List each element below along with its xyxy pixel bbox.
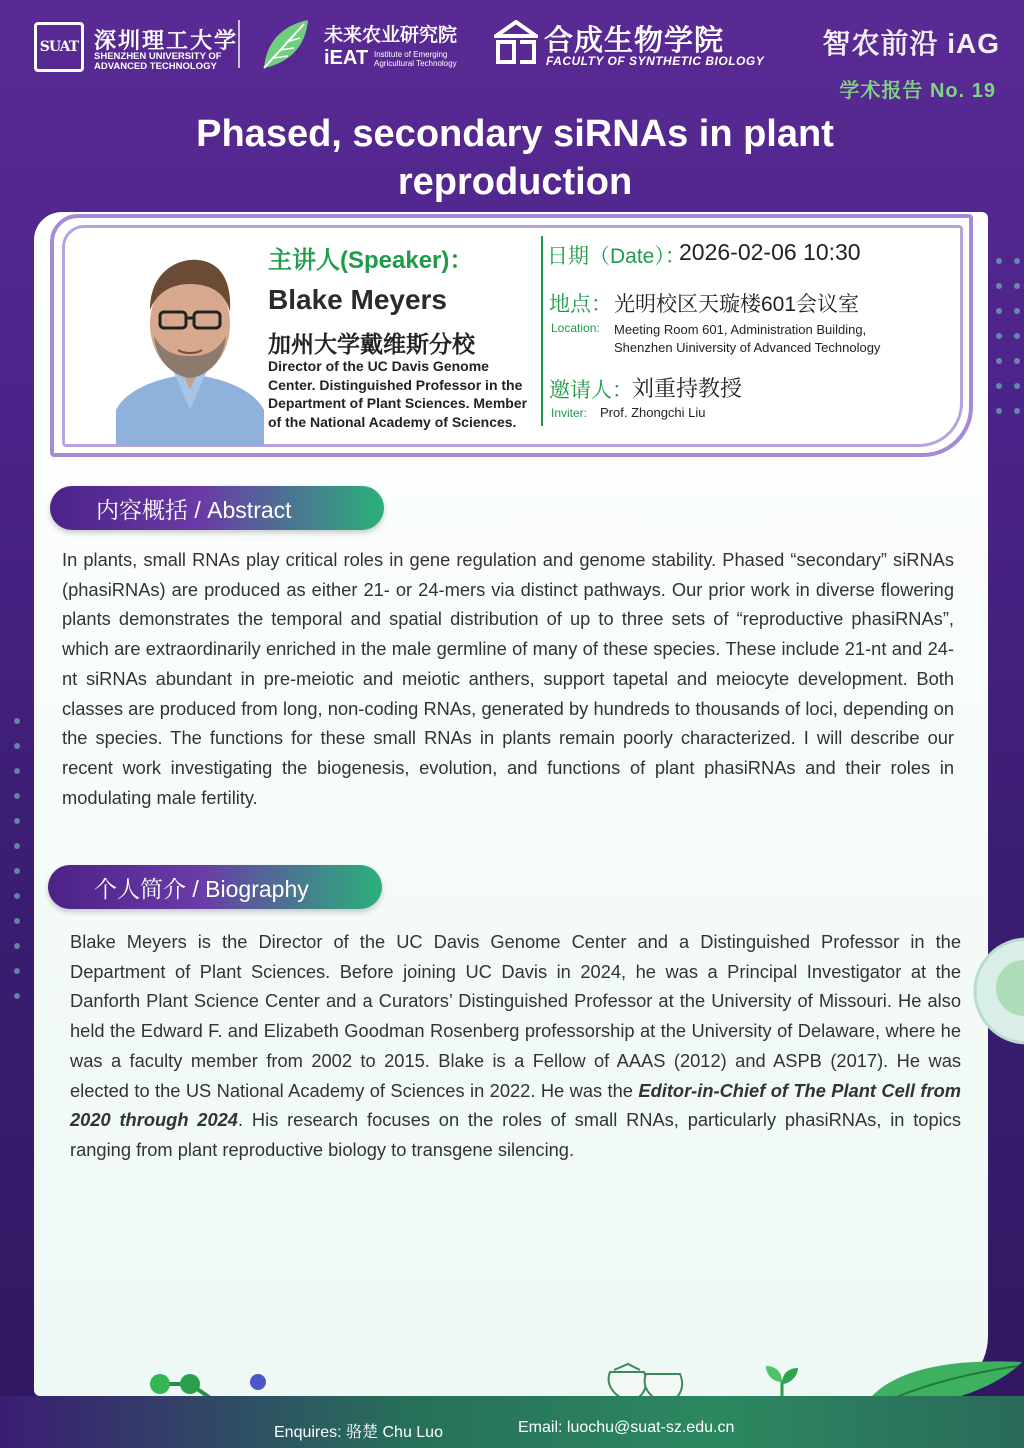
inviter-en: Prof. Zhongchi Liu: [600, 405, 706, 420]
biography-emphasis: Editor-in-Chief of The Plant Cell from 2020 through 2024: [70, 1079, 961, 1131]
location-en: Meeting Room 601, Administration Building, Shenzhen Uiniversity of Advanced Technology: [614, 322, 881, 355]
cell-sphere-decoration: [972, 936, 1024, 1046]
ieat-leaf-icon: [260, 18, 312, 70]
footer-bar: [0, 1396, 1024, 1448]
series-logo: 智农前沿 iAG: [822, 28, 1000, 59]
abstract-heading: 内容概括 / Abstract: [50, 486, 384, 530]
suat-name-cn: 深圳理工大学: [94, 28, 239, 54]
speaker-photo: [116, 250, 264, 446]
fsb-logo-icon: [494, 20, 538, 66]
location-en-label: Location:: [551, 321, 600, 335]
inviter-label: 邀请人：: [549, 379, 633, 402]
biography-heading: 个人简介 / Biography: [48, 865, 382, 909]
footer-enquiries: Enquires: 骆楚 Chu Luo: [274, 1424, 443, 1441]
fsb-name-en: FACULTY OF SYNTHETIC BIOLOGY: [546, 54, 765, 68]
speaker-short-bio: Director of the UC Davis Genome Center. Distinguished Professor in the Department of Plant Sciences. Member of the National Academy of Sciences.: [268, 358, 528, 430]
abstract-text: In plants, small RNAs play critical roles in gene regulation and genome stability. Phased “secondary” siRNAs (phasiRNAs) are produced as either 21- or 24-mers via distinct pathways. Our prior work in diverse flowering plants demonstrates the temporal and spatial distribution of up to three sets of “reproductive phasiRNAs”, which are extraordinarily enriched in the male germline of many of these species. These include 21-nt and 24-nt siRNAs abundant in pre-meiotic and meiotic anthers, support tapetal and meiocyte development. Both classes are produced from long, non-coding RNAs, generated by hundreds to thousands of loci, depending on the species. The functions for these small RNAs in plants remain poorly characterized. I will describe our recent work investigating the biogenesis, evolution, and functions of plant phasiRNAs and their roles in modulating male fertility.: [62, 549, 954, 808]
suat-name-en: SHENZHEN UNIVERSITY OF ADVANCED TECHNOLOGY: [94, 51, 222, 72]
location-label: 地点：: [549, 293, 612, 316]
header-logos: [34, 18, 1000, 78]
date-label: 日期（Date）：: [547, 245, 686, 268]
ieat-name-cn: 未来农业研究院: [324, 25, 458, 46]
speaker-institution: 加州大学戴维斯分校: [268, 331, 475, 357]
inviter-cn: 刘重持教授: [632, 376, 743, 401]
date-value: 2026-02-06 10:30: [679, 239, 861, 265]
logo-divider: [238, 20, 240, 68]
ieat-abbr: iEAT: [324, 47, 369, 69]
inviter-en-label: Inviter:: [551, 406, 588, 420]
speaker-name: Blake Meyers: [268, 284, 448, 315]
biography-text: Blake Meyers is the Director of the UC Davis Genome Center and a Distinguished Professor in the Department of Plant Sciences. Before joining UC Davis in 2024, he was a Principal Investigator at the Danforth Plant Science Center and a Curators’ Distinguished Professor at the University of Missouri. He also held the Edward F. and Elizabeth Goodman Rosenberg professorship at the University of Delaware, where he was a faculty member from 2002 to 2015. Blake is a Fellow of AAAS (2012) and ASPB (2017). He was elected to the US National Academy of Sciences in 2022. He was the Editor-in-Chief of The Plant Cell from 2020 through 2024. His research focuses on the roles of small RNAs, particularly phasiRNAs, in topics ranging from plant reproductive biology to transgene silencing.: [70, 931, 961, 1160]
location-cn: 光明校区天璇楼601会议室: [614, 293, 860, 316]
suat-logo: SUAT: [34, 22, 84, 72]
info-divider: [541, 236, 543, 426]
ieat-name-en: Institute of Emerging Agricultural Technology: [374, 50, 457, 68]
page-title: Phased, secondary siRNAs in plant reproduction: [196, 113, 834, 203]
fsb-name-cn: 合成生物学院: [544, 25, 725, 57]
report-number: 学术报告 No. 19: [839, 80, 996, 102]
footer-email[interactable]: Email: luochu@suat-sz.edu.cn: [518, 1419, 735, 1436]
speaker-label: 主讲人(Speaker)：: [268, 247, 474, 274]
